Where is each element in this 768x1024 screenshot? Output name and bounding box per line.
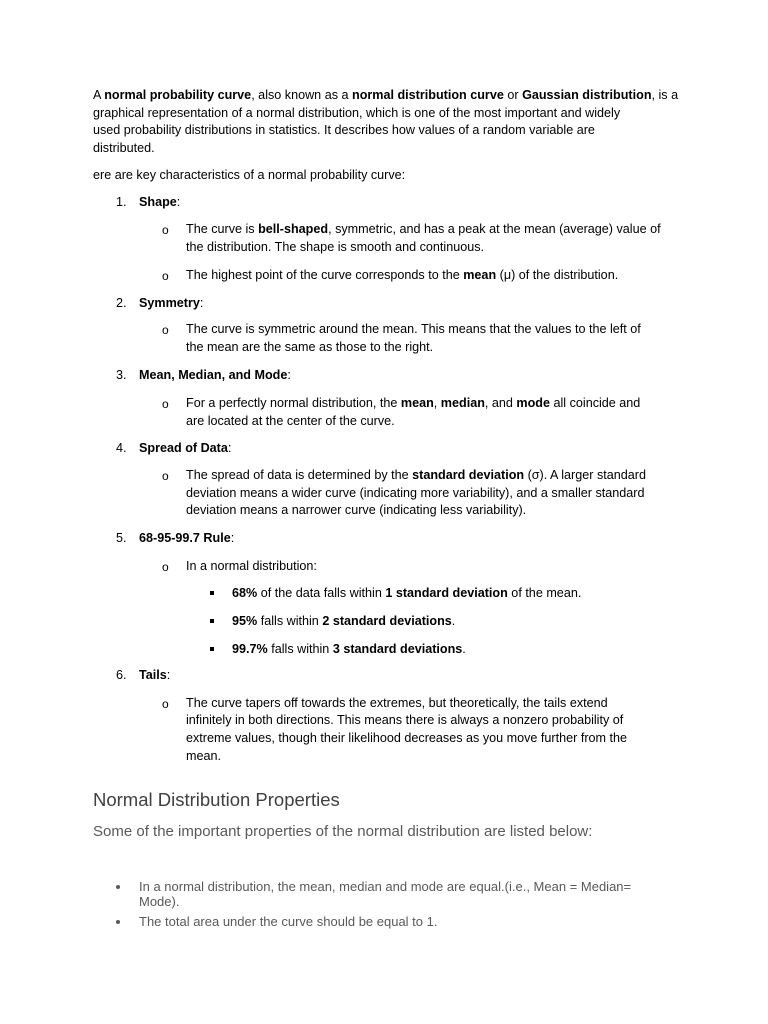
section-subheading: Some of the important properties of the normal distribution are listed below:	[93, 823, 593, 840]
item-number: 3.	[116, 368, 127, 382]
item-number: 4.	[116, 441, 127, 455]
sub-bullet-icon: o	[162, 269, 169, 283]
square-bullet-icon	[210, 619, 214, 623]
sub-bullet-icon: o	[162, 697, 169, 711]
rule-bullet-line-1: In a normal distribution:	[186, 559, 317, 573]
sub-bullet-icon: o	[162, 469, 169, 483]
item-title-shape: Shape:	[139, 195, 181, 209]
property-1-line-1: In a normal distribution, the mean, median and mode are equal.(i.e., Mean = Median=	[139, 879, 632, 894]
bullet-icon	[116, 885, 120, 889]
item-title-mean-median-mode: Mean, Median, and Mode:	[139, 368, 291, 382]
item-number: 5.	[116, 531, 127, 545]
tails-bullet-line-1: The curve tapers off towards the extremes, but theoretically, the tails extend	[186, 696, 608, 710]
intro-line-1: A normal probability curve, also known as a normal distribution curve or Gaussian distribution, is a	[93, 88, 679, 102]
item-title-empirical-rule: 68-95-99.7 Rule:	[139, 531, 235, 545]
property-1-line-2: Mode).	[139, 894, 180, 909]
spread-bullet-line-2: deviation means a wider curve (indicating more variability), and a smaller standard	[186, 486, 645, 500]
rule-99-7: 99.7% falls within 3 standard deviations.	[232, 642, 466, 656]
rule-95: 95% falls within 2 standard deviations.	[232, 614, 456, 628]
intro-line-3: used probability distributions in statistics. It describes how values of a random variable are	[93, 123, 595, 137]
sub-bullet-icon: o	[162, 223, 169, 237]
sub-bullet-icon: o	[162, 323, 169, 337]
shape-bullet-1-line-2: the distribution. The shape is smooth and continuous.	[186, 240, 485, 254]
lead-text: ere are key characteristics of a normal probability curve:	[93, 168, 406, 182]
intro-line-2: graphical representation of a normal distribution, which is one of the most important and widely	[93, 106, 621, 120]
tails-bullet-line-2: infinitely in both directions. This means there is always a nonzero probability of	[186, 713, 624, 727]
item-number: 6.	[116, 668, 127, 682]
item-title-tails: Tails:	[139, 668, 171, 682]
item-number: 2.	[116, 296, 127, 310]
shape-bullet-2: The highest point of the curve corresponds to the mean (μ) of the distribution.	[186, 268, 619, 282]
tails-bullet-line-4: mean.	[186, 749, 222, 763]
spread-bullet-line-1: The spread of data is determined by the standard deviation (σ). A larger standard	[186, 468, 646, 482]
square-bullet-icon	[210, 647, 214, 651]
spread-bullet-line-3: deviation means a narrower curve (indicating less variability).	[186, 503, 527, 517]
symmetry-bullet-line-1: The curve is symmetric around the mean. This means that the values to the left of	[186, 322, 641, 336]
mmm-bullet-line-2: are located at the center of the curve.	[186, 414, 395, 428]
sub-bullet-icon: o	[162, 397, 169, 411]
property-2: The total area under the curve should be equal to 1.	[139, 914, 438, 929]
section-heading: Normal Distribution Properties	[93, 789, 340, 810]
rule-68: 68% of the data falls within 1 standard deviation of the mean.	[232, 586, 582, 600]
bullet-icon	[116, 920, 120, 924]
item-title-spread: Spread of Data:	[139, 441, 232, 455]
square-bullet-icon	[210, 591, 214, 595]
item-title-symmetry: Symmetry:	[139, 296, 204, 310]
item-number: 1.	[116, 195, 127, 209]
shape-bullet-1-line-1: The curve is bell-shaped, symmetric, and has a peak at the mean (average) value of	[186, 222, 661, 236]
sub-bullet-icon: o	[162, 560, 169, 574]
mmm-bullet-line-1: For a perfectly normal distribution, the mean, median, and mode all coincide and	[186, 396, 641, 410]
intro-line-4: distributed.	[93, 141, 155, 155]
tails-bullet-line-3: extreme values, though their likelihood decreases as you move further from the	[186, 731, 628, 745]
symmetry-bullet-line-2: the mean are the same as those to the right.	[186, 340, 434, 354]
